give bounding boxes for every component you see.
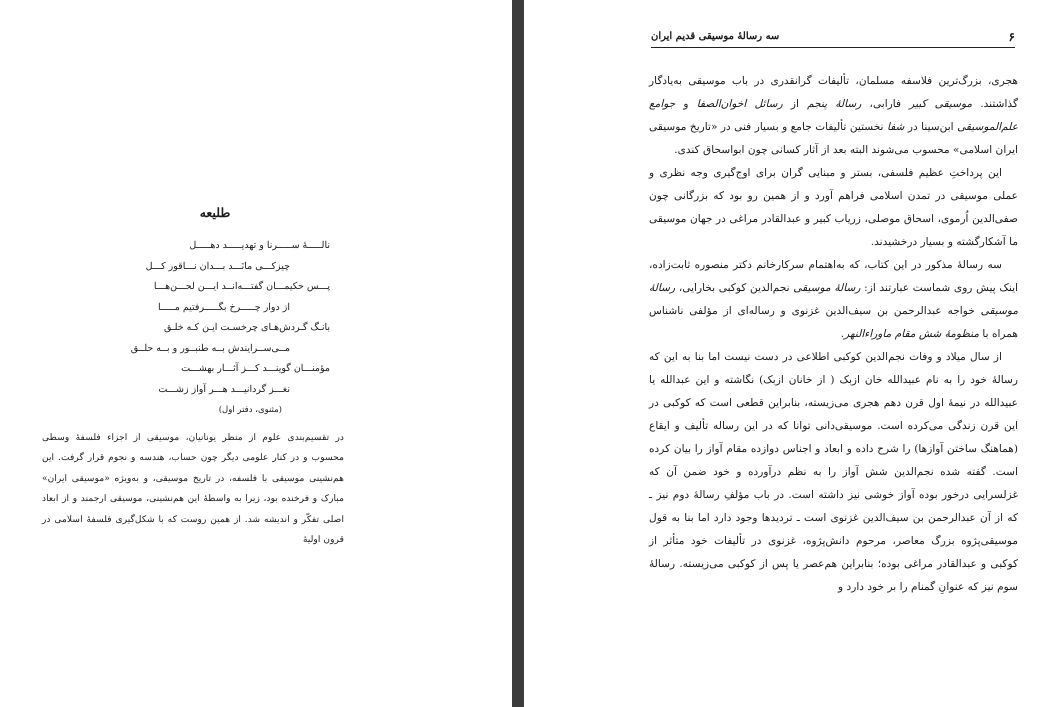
poem-verse: از دوار چـــــرخ بگـــــرفتیم مـــــا <box>157 301 290 313</box>
body-paragraph <box>649 162 1018 254</box>
text-run: از سال میلاد و وفات نجم‌الدین کوکبی اطلاعی در دست نیست اما بنا به این که رسالهٔ خود را به نام عبیدالله خان ازبک ( از خانان ازبک) نگاشته و این عبدالله یا عبیدالله در نیمهٔ اول قرن دهم هجری می‌زیسته، بنابراین قطعی است که کوکبی در این قرن زندگی می‌کرده است. موسیقی‌دانی توانا که در این رساله تألیف و ایقاع (هماهنگ ساختن آوازها) را شرح داده و ابعاد و اجناس دوازده مقام آواز را بیان کرده است. گفته شده نجم‌الدین شش آواز را به نظم درآورده و خود ضمن آن که غزلسرایی درخور بوده آواز خوشی نیز داشته است. در باب مؤلفِ رسالهٔ دوم نیز ـ که از آن عبدالرحمن بن سیف‌الدین غزنوی است ـ تردیدها وجود دارد اما بنا به قول موسیقی‌پژوه بزرگ معاصر، مرحوم دانش‌پژوه، غزنوی در تألیفات خود متأثر از کوکبی و عبدالقادر مراغی بوده؛ بنابراین هم‌عصر یا پس از کوکبی می‌زیسته. رسالهٔ سوم نیز که عنوانِ گمنام را بر خود دارد و <box>649 351 1018 593</box>
text-run: هجری، بزرگ‌ترین فلاسفه مسلمان، تألیفات گرانقدری در باب موسیقی به‌یادگار گذاشتند. <box>649 75 1018 110</box>
poem-verse: چیزکـــی مانَـــد بـــدان نـــاقور کـــل <box>145 260 290 272</box>
poem-block <box>60 205 360 418</box>
italic-title: جوامع علم‌الموسیقی <box>649 98 1019 133</box>
running-title: سه رسالهٔ موسیقی قدیم ایران <box>651 31 780 42</box>
poem-verse: نالـــــهٔ ســـــرنا و تهدیـــــد دهـــــل <box>189 240 330 251</box>
poem-verse: مــی‌ســرایندش بــه طنبــور و بــه حلــق <box>130 342 290 354</box>
left-page <box>0 0 512 707</box>
body-text <box>649 70 1018 599</box>
italic-title: شفا <box>886 121 905 133</box>
text-run: نجم‌الدین کوکبی بخارایی، <box>675 282 794 294</box>
text-run: از <box>782 98 808 110</box>
italic-title: رسائل اخوان‌الصفا <box>696 98 783 110</box>
book-spine <box>512 0 524 707</box>
italic-title: رسالهٔ پنجم <box>807 98 862 110</box>
italic-title: منظومهٔ شش مقام ماوراءالنهر <box>844 328 980 340</box>
intro-text <box>42 428 344 550</box>
text-run: ابن‌سینا در <box>904 121 958 133</box>
text-run: این پرداختِ عظیم فلسفی، بستر و مبنایی گران برای اوج‌گیری وجه نظری و عملی موسیقی در تمدن اسلامی فراهم آورد و از همین رو بود که بزرگانی چون صفی‌الدین اُرموی، اسحاق موصلی، زریاب کبیر و عبدالقادر مراغی در جهان موسیقی ما آشکارگشته و بسیار درخشیدند. <box>649 167 1018 248</box>
page-number: ۶ <box>1008 30 1015 44</box>
poem-verse: نغـــز گردانیـــد هـــر آواز زشـــت <box>158 383 290 395</box>
poem-title: طلیعه <box>199 205 231 220</box>
text-run: نخستین تألیفات جامع و بسیار فنی در «تاریخ موسیقی ایران اسلامی» محسوب می‌شوند البته بعد از آثار کسانی چون ابواسحاق کندی. <box>649 121 1018 156</box>
text-run: فارابی، <box>861 98 910 110</box>
italic-title: رسالهٔ موسیقی <box>793 282 861 294</box>
italic-title: رسالهٔ موسیقی <box>649 282 1018 317</box>
poem-verse: بانـگ گـردش‌هـای چرخسـت ایـن کـه خلـق <box>163 322 330 333</box>
poem-verse: پـــس حکیمـــان گفتـــه‌انــد ایـــن لحـــن‌هـــا <box>153 281 330 292</box>
page-header <box>651 29 1015 48</box>
body-paragraph <box>649 254 1018 346</box>
italic-title: موسیقی کبیر <box>909 98 973 110</box>
poem-verse: مؤمنـــان گوینـــد کـــز آثـــار بهشـــت <box>181 363 330 374</box>
poem-source: (مثنوی، دفتر اول) <box>218 405 282 415</box>
intro-paragraph: در تقسیم‌بندی علوم از منظر یونانیان، موسیقی از اجزاء فلسفهٔ وسطی محسوب و در کنار علومی دیگر چون حساب، هندسه و نجوم قرار گرفت. این هم‌نشینی موسیقی با فلسفه، در تاریخ موسیقی، و به‌ویژه «موسیقی ایران» مبارک و فرخنده بود، زیرا به واسطهٔ این هم‌نشینی، موسیقی ارجمند و از ابعاد اصلی تفکّر و اندیشه شد. از همین روست که با شکل‌گیری فلسفهٔ اسلامی در قرون اولیهٔ <box>42 432 344 546</box>
right-page <box>524 0 1039 707</box>
body-paragraph <box>649 70 1018 162</box>
text-run: . <box>840 328 845 340</box>
text-run: سه رسالهٔ مذکور در این کتاب، که به‌اهتمام سرکارخانم دکتر منصوره ثابت‌زاده، اینک پیش روی شماست عبارتند از: <box>649 259 1018 294</box>
text-run: و <box>675 98 697 110</box>
body-paragraph <box>649 346 1018 599</box>
text-run: خواجه عبدالرحمن بن سیف‌الدین غزنوی و رساله‌ای از مؤلفی ناشناس همراه با <box>649 305 1018 340</box>
